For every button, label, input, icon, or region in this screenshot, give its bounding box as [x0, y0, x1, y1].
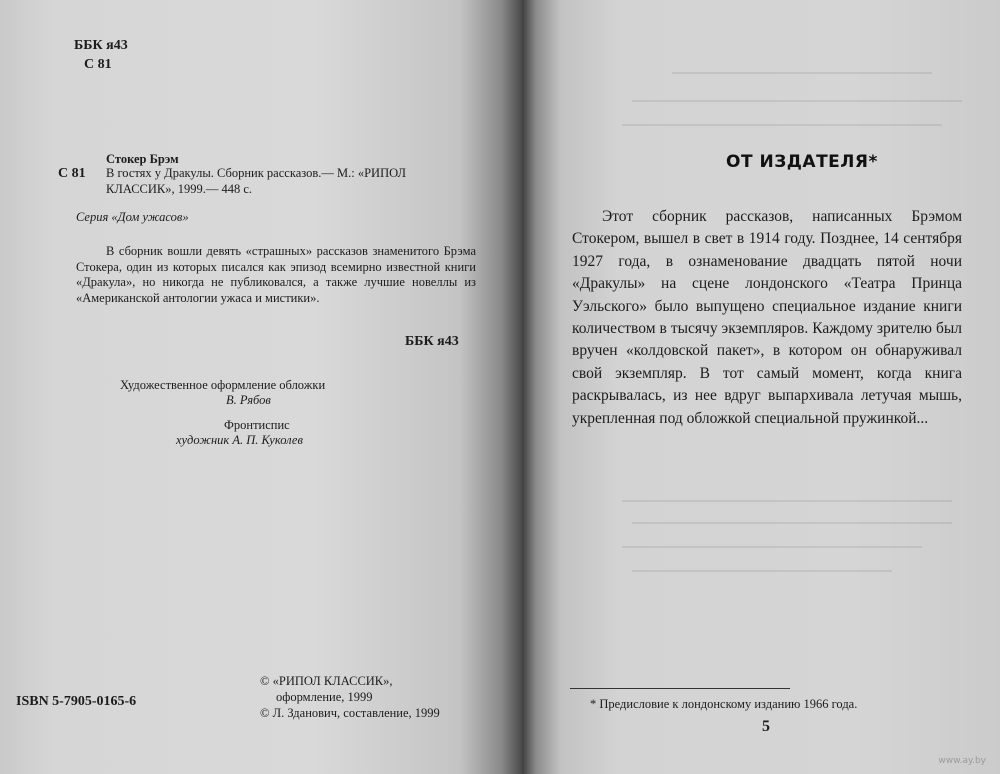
copyright-publisher-design: оформление, 1999 — [276, 690, 373, 704]
frontispiece-label: Фронтиспис — [224, 418, 290, 432]
show-through-line — [632, 100, 962, 102]
show-through-line — [622, 500, 952, 502]
show-through-line — [622, 124, 942, 126]
publisher-note-body: Этот сборник рассказов, написанных Брэмом Стокером, вышел в свет в 1914 году. Позднее, 14 сентября 1927 года, в ознаменование двадцать пятой ночи «Дракулы» на сцене лондонского «Театра Принца Уэльского» было выпущено специальное издание книги количеством в тысячу экземпляров. Каждому зрителю был вручен «колдовской пакет», в котором он обнаруживал свой экземпляр. В тот самый момент, когда книга раскрывалась, из нее вдруг выпархивала летучая мышь, укрепленная под обложкой специальной пружинкой... — [572, 208, 962, 427]
copyright-compiler: © Л. Зданович, составление, 1999 — [260, 706, 440, 720]
book-annotation: В сборник вошли девять «страшных» рассказов знаменитого Брэма Стокера, один из которых писался как эпизод всемирно известной книги «Дракула», но никогда не публиковался, а также лучшие новеллы из «Американской антологии ужаса и мистики». — [76, 244, 476, 305]
bbk-code-bottom: ББК я43 — [405, 334, 459, 349]
show-through-line — [632, 570, 892, 572]
author-name: Стокер Брэм — [106, 152, 179, 166]
frontispiece-artist: художник А. П. Куколев — [176, 433, 303, 447]
cover-designer: В. Рябов — [226, 393, 271, 407]
author-code: С 81 — [58, 166, 86, 181]
show-through-line — [632, 522, 952, 524]
bibliographic-line-2: КЛАССИК», 1999.— 448 с. — [106, 182, 253, 196]
show-through-line — [672, 72, 932, 74]
bibliographic-line-1: В гостях у Дракулы. Сборник рассказов.— М.: «РИПОЛ — [106, 166, 406, 180]
isbn: ISBN 5-7905-0165-6 — [16, 694, 137, 709]
show-through-line — [622, 546, 922, 548]
series-name: Серия «Дом ужасов» — [76, 210, 189, 224]
bbk-code-top: ББК я43 — [74, 38, 128, 53]
footnote: * Предисловие к лондонскому изданию 1966 года. — [590, 697, 858, 711]
cover-design-label: Художественное оформление обложки — [120, 378, 326, 392]
footnote-divider — [570, 688, 790, 689]
page-number: 5 — [762, 718, 770, 735]
author-code-top: С 81 — [84, 57, 112, 72]
page-title: ОТ ИЗДАТЕЛЯ* — [726, 152, 878, 172]
watermark: www.ay.by — [938, 756, 986, 766]
copyright-publisher: © «РИПОЛ КЛАССИК», — [260, 674, 393, 688]
